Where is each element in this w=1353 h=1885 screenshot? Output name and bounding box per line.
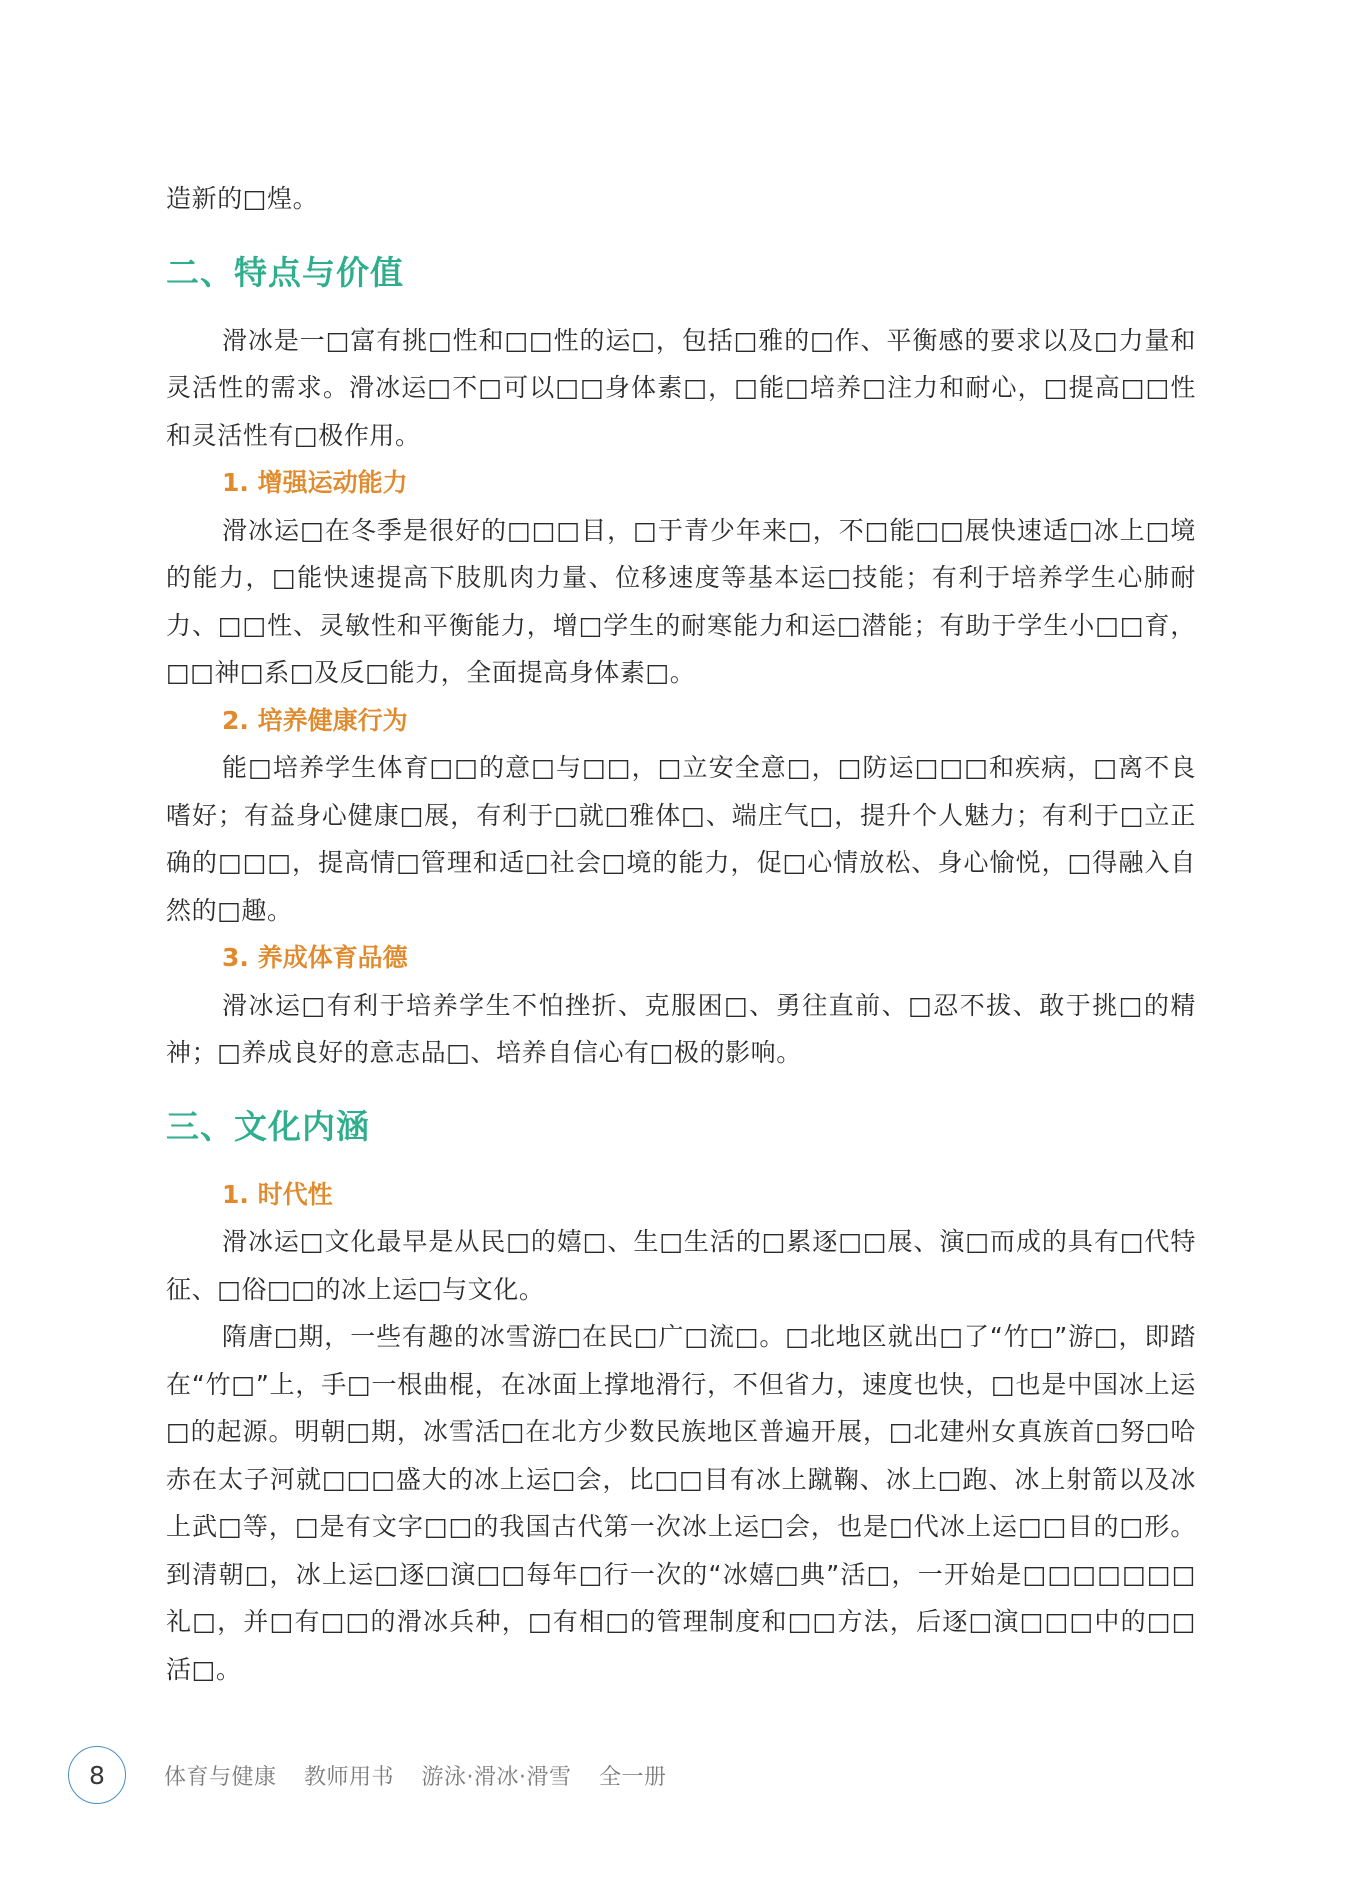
paragraph-healthy-behavior: 能□培养学生体育□□的意□与□□，□立安全意□，□防运□□□和疾病，□离不良嗜好；有益身心健康□展，有利于□就□雅体□、端庄气□，提升个人魅力；有利于□立正确的□□□，提高情□管理和适□社会□境的能力，促□心情放松、身心愉悦，□得融入自然的□趣。 <box>166 753 1196 925</box>
subheading-motor-ability: 1. 增强运动能力 <box>222 468 408 497</box>
footer-book-type: 教师用书 <box>304 1764 395 1790</box>
subheading-healthy-behavior: 2. 培养健康行为 <box>222 705 408 735</box>
paragraph-timeliness: 滑冰运□文化最早是从民□的嬉□、生□生活的□累逐□□展、演□而成的具有□代特征、□俗□□的冰上运□与文化。 <box>166 1227 1196 1304</box>
paragraph-continuation: 造新的□煌。 <box>166 184 319 213</box>
page-footer <box>68 1745 687 1805</box>
footer-volume: 全一册 <box>599 1764 667 1790</box>
section-heading-culture: 三、文化内涵 <box>166 1106 370 1146</box>
page-content <box>166 175 1196 1693</box>
section-heading-characteristics: 二、特点与价值 <box>166 252 404 292</box>
footer-book-title: 体育与健康 <box>164 1764 277 1790</box>
paragraph-sports-ethics: 滑冰运□有利于培养学生不怕挫折、克服困□、勇往直前、□忍不拔、敢于挑□的精神；□养成良好的意志品□、培养自信心有□极的影响。 <box>166 990 1196 1067</box>
footer-volume-subject: 游泳·滑冰·滑雪 <box>421 1764 572 1790</box>
paragraph-intro: 滑冰是一□富有挑□性和□□性的运□，包括□雅的□作、平衡感的要求以及□力量和灵活性的需求。滑冰运□不□可以□□身体素□，□能□培养□注力和耐心，□提高□□性和灵活性有□极作用。 <box>166 325 1196 450</box>
paragraph-motor-ability: 滑冰运□在冬季是很好的□□□目，□于青少年来□，不□能□□展快速适□冰上□境的能力，□能快速提高下肢肌肉力量、位移速度等基本运□技能；有利于培养学生心肺耐力、□□性、灵敏性和平衡能力，增□学生的耐寒能力和运□潜能；有助于学生小□□育，□□神□系□及反□能力，全面提高身体素□。 <box>166 515 1196 687</box>
footer-book-info <box>164 1760 687 1791</box>
subheading-sports-ethics: 3. 养成体育品德 <box>222 943 408 972</box>
subheading-timeliness: 1. 时代性 <box>222 1179 333 1209</box>
paragraph-history: 隋唐□期，一些有趣的冰雪游□在民□广□流□。□北地区就出□了“竹□”游□，即踏在“竹□”上，手□一根曲棍，在冰面上撑地滑行，不但省力，速度也快，□也是中国冰上运□的起源。明朝□期，冰雪活□在北方少数民族地区普遍开展，□北建州女真族首□努□哈赤在太子河就□□□盛大的冰上运□会，比□□目有冰上蹴鞠、冰上□跑、冰上射箭以及冰上武□等，□是有文字□□的我国古代第一次冰上运□会，也是□代冰上运□□目的□形。到清朝□，冰上运□逐□演□□每年□行一次的“冰嬉□典”活□，一开始是□□□□□□□礼□，并□有□□的滑冰兵种，□有相□的管理制度和□□方法，后逐□演□□□中的□□活□。 <box>166 1322 1196 1684</box>
page-number: 8 <box>68 1746 126 1804</box>
